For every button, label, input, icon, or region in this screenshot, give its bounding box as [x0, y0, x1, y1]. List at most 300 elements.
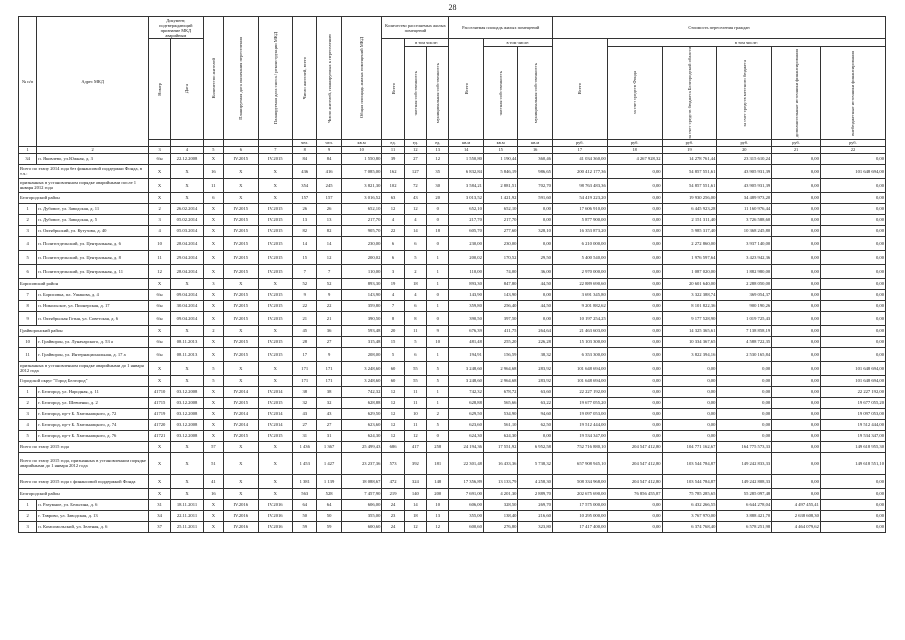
value-cell: 50	[317, 510, 341, 521]
value-cell: 41721	[148, 430, 170, 441]
value-cell: 390,50	[341, 311, 382, 325]
value-cell: 12	[148, 264, 170, 278]
value-cell: 34	[148, 510, 170, 521]
value-cell: 30	[427, 178, 449, 192]
value-cell: 10 334 367,65	[662, 336, 717, 347]
value-cell: 528	[317, 488, 341, 499]
value-cell: 11 160 976,44	[717, 203, 772, 214]
table-row	[19, 419, 886, 430]
value-cell: 628,88	[341, 397, 382, 408]
value-cell: 742,32	[341, 386, 382, 397]
value-cell: 202 675 690,00	[552, 488, 607, 499]
value-cell: 0,00	[607, 408, 662, 419]
column-number-cell: 15	[483, 146, 518, 153]
value-cell: 200,02	[449, 250, 484, 264]
value-cell: б/н	[148, 311, 170, 325]
value-cell: X	[224, 278, 259, 289]
value-cell: 657 908 945,10	[552, 452, 607, 474]
value-cell: 628,88	[449, 397, 484, 408]
value-cell: 57	[203, 441, 223, 452]
section-label: Всего по этапу 2015 года, признанных в установленном порядке аварийными до 1 января 2012 года	[19, 452, 149, 474]
value-cell: 19 512 444,00	[552, 419, 607, 430]
value-cell: 216,60	[518, 510, 553, 521]
value-cell: IV.2015	[258, 203, 293, 214]
value-cell: 5	[404, 250, 426, 264]
value-cell: 652,10	[449, 203, 484, 214]
value-cell: 5 400 540,00	[552, 250, 607, 264]
value-cell: X	[224, 452, 259, 474]
value-cell: 0,00	[772, 361, 821, 375]
value-cell: 0,00	[820, 178, 885, 192]
value-cell: 164 775 573,33	[717, 441, 772, 452]
value-cell: 0,00	[820, 214, 885, 225]
value-cell: X	[258, 192, 293, 203]
value-cell: 0,00	[518, 430, 553, 441]
row-number: 9	[19, 311, 37, 325]
value-cell: 29.04.2014	[171, 250, 203, 264]
value-cell: 28.04.2014	[171, 236, 203, 250]
value-cell: 5	[404, 336, 426, 347]
header-fund: за счет средств Фонда	[632, 71, 638, 115]
value-cell: 3 248,60	[341, 361, 382, 375]
value-cell: 26	[293, 203, 317, 214]
value-cell: 900 190,26	[717, 300, 772, 311]
value-cell: 359,80	[341, 300, 382, 311]
value-cell: 0,00	[717, 361, 772, 375]
value-cell: 7 691,00	[449, 488, 484, 499]
value-cell: 149 618 551,10	[820, 452, 885, 474]
value-cell: 7	[382, 300, 404, 311]
value-cell: 3	[382, 264, 404, 278]
value-cell: 11	[404, 325, 426, 336]
table-row	[19, 264, 886, 278]
value-cell: 0,00	[820, 474, 885, 488]
value-cell: 13	[293, 214, 317, 225]
value-cell: 360,46	[518, 153, 553, 164]
address-cell: г. Таврово, ул. Заводская, д. 13	[37, 510, 149, 521]
value-cell: 3	[203, 278, 223, 289]
value-cell: X	[258, 375, 293, 386]
value-cell: 12	[404, 203, 426, 214]
value-cell: 3 248,60	[449, 375, 484, 386]
value-cell: 64	[293, 499, 317, 510]
value-cell: 4 267 928,32	[607, 153, 662, 164]
value-cell: 1	[427, 264, 449, 278]
value-cell: 0,00	[772, 289, 821, 300]
value-cell: 94,60	[518, 408, 553, 419]
column-number-cell: 22	[820, 146, 885, 153]
value-cell: 0	[427, 203, 449, 214]
value-cell: 103 544 784,87	[662, 474, 717, 488]
value-cell: 0,00	[772, 397, 821, 408]
value-cell: 0,00	[607, 214, 662, 225]
value-cell: 204 547 412,80	[607, 452, 662, 474]
table-row	[19, 499, 886, 510]
value-cell: 0,00	[820, 203, 885, 214]
unit-cell: ед.	[382, 139, 404, 146]
value-cell: X	[224, 164, 259, 178]
value-cell: 0,00	[820, 336, 885, 347]
value-cell: 08.11.2013	[171, 347, 203, 361]
value-cell: 43	[317, 408, 341, 419]
header-plan-demolish: Планируемая дата сноса / реконструкции МКД	[272, 31, 278, 125]
value-cell: 27	[404, 153, 426, 164]
value-cell: 25 499,43	[341, 441, 382, 452]
value-cell: 72	[404, 178, 426, 192]
value-cell: 1 421,92	[483, 192, 518, 203]
value-cell: 15 103 300,00	[552, 336, 607, 347]
value-cell: 27	[317, 419, 341, 430]
value-cell: 0,00	[607, 375, 662, 386]
header-rooms-incl: в том числе:	[404, 39, 449, 47]
value-cell: IV.2015	[224, 430, 259, 441]
unit-cell: ед.	[404, 139, 426, 146]
value-cell: 171	[293, 361, 317, 375]
value-cell: 43	[293, 408, 317, 419]
value-cell: 605,70	[449, 225, 484, 236]
value-cell: 44,50	[518, 278, 553, 289]
value-cell: 2 970 000,00	[552, 264, 607, 278]
value-cell: 14	[293, 236, 317, 250]
unit-cell: чел.	[293, 139, 317, 146]
header-count-persons: Количество жителей	[210, 57, 216, 99]
value-cell: 38	[317, 386, 341, 397]
value-cell: 0,00	[607, 336, 662, 347]
column-number-cell: 2	[37, 146, 149, 153]
value-cell: 0,00	[607, 250, 662, 264]
value-cell: 0,00	[717, 397, 772, 408]
value-cell: 20	[427, 192, 449, 203]
value-cell: 18	[404, 510, 426, 521]
value-cell: 41 034 360,00	[552, 153, 607, 164]
row-number: 3	[19, 408, 37, 419]
value-cell: 6 445 923,28	[662, 203, 717, 214]
value-cell: 12	[382, 419, 404, 430]
value-cell: 5	[382, 347, 404, 361]
value-cell: 0,00	[717, 408, 772, 419]
value-cell: 9	[317, 289, 341, 300]
value-cell: 2 889,70	[518, 488, 553, 499]
value-cell: 26	[317, 203, 341, 214]
value-cell: 0,00	[607, 430, 662, 441]
value-cell: 143,90	[449, 289, 484, 300]
value-cell: 22 889 690,60	[552, 278, 607, 289]
value-cell: 3 767 970,00	[662, 510, 717, 521]
value-cell: IV.2015	[258, 430, 293, 441]
value-cell: 847,80	[483, 278, 518, 289]
value-cell: 19 534 347,00	[820, 430, 885, 441]
value-cell: X	[203, 347, 223, 361]
value-cell: X	[258, 488, 293, 499]
column-number-cell: 16	[518, 146, 553, 153]
value-cell: X	[203, 499, 223, 510]
value-cell: 593,48	[341, 325, 382, 336]
value-cell: 19 097 053,00	[820, 408, 885, 419]
value-cell: 4 464 079,62	[772, 521, 821, 532]
value-cell: 3 248,60	[449, 361, 484, 375]
value-cell: 0,00	[772, 419, 821, 430]
value-cell: 0,00	[772, 278, 821, 289]
value-cell: 28	[293, 336, 317, 347]
value-cell: 623,60	[341, 419, 382, 430]
value-cell: 2	[203, 325, 223, 336]
value-cell: IV.2015	[224, 300, 259, 311]
value-cell: 12	[382, 386, 404, 397]
value-cell: IV.2014	[224, 419, 259, 430]
value-cell: 76 856 455,87	[607, 488, 662, 499]
header-doc-number: Номер	[157, 82, 163, 96]
header-rooms-municipal: муниципальная собственность	[435, 62, 441, 123]
value-cell: X	[224, 375, 259, 386]
value-cell: 563	[293, 488, 317, 499]
value-cell: 3 726 588,60	[717, 214, 772, 225]
value-cell: 417	[404, 441, 426, 452]
value-cell: X	[203, 300, 223, 311]
value-cell: 0,00	[772, 474, 821, 488]
value-cell: 0,00	[820, 153, 885, 164]
value-cell: IV.2015	[224, 336, 259, 347]
value-cell: 6	[382, 250, 404, 264]
value-cell: 38	[293, 386, 317, 397]
value-cell: 0,00	[772, 164, 821, 178]
value-cell: 3 691 345,80	[552, 289, 607, 300]
value-cell: 10	[148, 236, 170, 250]
value-cell: 12	[382, 397, 404, 408]
value-cell: 534,90	[483, 408, 518, 419]
unit-cell	[203, 139, 223, 146]
value-cell: 05.03.2014	[171, 225, 203, 236]
value-cell: 24	[382, 499, 404, 510]
value-cell: IV.2016	[258, 510, 293, 521]
value-cell: 4 588 722,35	[717, 336, 772, 347]
value-cell: 411,75	[483, 325, 518, 336]
table-row	[19, 386, 886, 397]
value-cell: X	[224, 192, 259, 203]
table-row	[19, 214, 886, 225]
value-cell: 13	[317, 214, 341, 225]
value-cell: 54 419 223,20	[552, 192, 607, 203]
value-cell: 0,00	[518, 289, 553, 300]
value-cell: 217,70	[341, 214, 382, 225]
value-cell: 127	[404, 164, 426, 178]
value-cell: 0,00	[607, 264, 662, 278]
value-cell: 11	[203, 178, 223, 192]
value-cell: 0,00	[820, 499, 885, 510]
value-cell: IV.2015	[224, 225, 259, 236]
value-cell: 0	[427, 430, 449, 441]
value-cell: 0,00	[820, 488, 885, 499]
value-cell: 1 087 020,00	[662, 264, 717, 278]
value-cell: 41710	[148, 386, 170, 397]
value-cell: 7 138 858,19	[717, 325, 772, 336]
value-cell: 13 133,79	[483, 474, 518, 488]
value-cell: X	[148, 452, 170, 474]
value-cell: 15	[382, 336, 404, 347]
value-cell: 45	[293, 325, 317, 336]
value-cell: 2 530 165,84	[717, 347, 772, 361]
address-cell: п. Разумное, ул. Бельгина, д. 6	[37, 499, 149, 510]
value-cell: 54 857 551,61	[662, 164, 717, 178]
value-cell: 18.11.2011	[171, 499, 203, 510]
value-cell: 324	[404, 474, 426, 488]
value-cell: 9	[427, 325, 449, 336]
value-cell: 30.04.2014	[171, 300, 203, 311]
column-number-cell: 1	[19, 146, 37, 153]
value-cell: 101 648 694,00	[552, 361, 607, 375]
value-cell: 19 930 256,00	[662, 192, 717, 203]
value-cell: 82	[293, 225, 317, 236]
unit-cell: чел.	[317, 139, 341, 146]
value-cell: 0,00	[607, 192, 662, 203]
address-cell: п. Дубовое, ул. Заводская, д. 5	[37, 214, 149, 225]
value-cell: 328,10	[518, 225, 553, 236]
value-cell: 0,00	[772, 441, 821, 452]
value-cell: 1 550,80	[449, 153, 484, 164]
section-row	[19, 488, 886, 499]
value-cell: 1 976 597,64	[662, 250, 717, 264]
value-cell: 62,50	[518, 419, 553, 430]
value-cell: 19 677 055,20	[552, 397, 607, 408]
address-cell: г. Белгород, пр-т Б. Хмельницкого, д. 76	[37, 430, 149, 441]
unit-cell: руб.	[662, 139, 717, 146]
row-number: 7	[19, 289, 37, 300]
value-cell: 255,20	[483, 336, 518, 347]
value-cell: 29,50	[518, 250, 553, 264]
value-cell: 6 832,84	[449, 164, 484, 178]
value-cell: 4	[148, 225, 170, 236]
value-cell: 5 738,32	[518, 452, 553, 474]
value-cell: 6 644 278,04	[717, 499, 772, 510]
value-cell: 591,60	[518, 192, 553, 203]
value-cell: 156,59	[483, 347, 518, 361]
header-budget-local: за счет средств местного бюджета	[741, 59, 747, 127]
value-cell: 101 648 694,00	[820, 375, 885, 386]
value-cell: 0	[427, 311, 449, 325]
value-cell: 55 285 097,48	[717, 488, 772, 499]
resettlement-table	[18, 16, 886, 533]
value-cell: 986,65	[518, 164, 553, 178]
value-cell: б/н	[148, 336, 170, 347]
value-cell: 25.11.2011	[171, 521, 203, 532]
value-cell: б/н	[148, 347, 170, 361]
value-cell: 0,00	[772, 153, 821, 164]
section-row	[19, 361, 886, 375]
value-cell: 217,70	[483, 214, 518, 225]
section-label: Городской округ "Город Белгород"	[19, 375, 149, 386]
column-number-cell: 5	[203, 146, 223, 153]
value-cell: 6 210 000,00	[552, 236, 607, 250]
value-cell: 23	[382, 510, 404, 521]
value-cell: X	[148, 361, 170, 375]
value-cell: 0,00	[607, 347, 662, 361]
value-cell: 26.02.2014	[171, 203, 203, 214]
column-number-cell: 12	[404, 146, 426, 153]
value-cell: 573	[382, 452, 404, 474]
row-number: 1	[19, 499, 37, 510]
address-cell: г. Грайворон, ул. Интернациональная, д. 17 а	[37, 347, 149, 361]
value-cell: 2 151 311,40	[662, 214, 717, 225]
value-cell: 23 237,36	[341, 452, 382, 474]
value-cell: 0,00	[772, 430, 821, 441]
value-cell: 1 367	[317, 441, 341, 452]
unit-cell	[258, 139, 293, 146]
section-row	[19, 325, 886, 336]
value-cell: 258	[427, 441, 449, 452]
value-cell: 481,48	[449, 336, 484, 347]
header-rooms-all: Всего	[390, 83, 396, 95]
value-cell: 283,92	[518, 375, 553, 386]
value-cell: 36,00	[518, 264, 553, 278]
value-cell: 157	[293, 192, 317, 203]
value-cell: 0,00	[607, 386, 662, 397]
table-row	[19, 236, 886, 250]
value-cell: X	[203, 225, 223, 236]
column-number-cell: 10	[341, 146, 382, 153]
value-cell: X	[203, 203, 223, 214]
value-cell: X	[171, 474, 203, 488]
value-cell: 20 601 640,00	[662, 278, 717, 289]
value-cell: 22.12.2008	[171, 153, 203, 164]
value-cell: 6 353 300,00	[552, 347, 607, 361]
value-cell: 34 489 973,20	[717, 192, 772, 203]
value-cell: 84	[317, 153, 341, 164]
value-cell: 1	[427, 278, 449, 289]
value-cell: X	[203, 311, 223, 325]
value-cell: 0,00	[607, 499, 662, 510]
value-cell: 256,40	[483, 300, 518, 311]
value-cell: 5 846,19	[483, 164, 518, 178]
value-cell: 50	[293, 510, 317, 521]
value-cell: 5	[203, 361, 223, 375]
value-cell: 1	[427, 300, 449, 311]
value-cell: 0,00	[772, 214, 821, 225]
value-cell: X	[148, 474, 170, 488]
value-cell: 0,00	[662, 419, 717, 430]
value-cell: X	[224, 474, 259, 488]
column-number-cell: 18	[607, 146, 662, 153]
value-cell: X	[203, 397, 223, 408]
value-cell: 11	[404, 386, 426, 397]
value-cell: 0	[427, 214, 449, 225]
address-cell: п. Октябрьская Готня, ул. Советская, д. 6	[37, 311, 149, 325]
value-cell: 893,30	[341, 278, 382, 289]
value-cell: 0,00	[772, 225, 821, 236]
value-cell: 0,00	[717, 419, 772, 430]
value-cell: 629,50	[449, 408, 484, 419]
value-cell: 12	[317, 250, 341, 264]
value-cell: 143,90	[341, 289, 382, 300]
value-cell: 200	[427, 488, 449, 499]
value-cell: 55	[404, 361, 426, 375]
value-cell: 6	[404, 347, 426, 361]
value-cell: X	[203, 336, 223, 347]
value-cell: 4	[404, 289, 426, 300]
value-cell: 0,00	[662, 430, 717, 441]
row-number: 2	[19, 214, 37, 225]
value-cell: X	[224, 441, 259, 452]
value-cell: 742,32	[449, 386, 484, 397]
value-cell: 162	[382, 164, 404, 178]
value-cell: 204 547 412,80	[607, 474, 662, 488]
value-cell: 0,00	[607, 278, 662, 289]
value-cell: 102	[382, 178, 404, 192]
unit-cell: руб.	[552, 139, 607, 146]
value-cell: 561,10	[483, 419, 518, 430]
value-cell: 0,00	[607, 225, 662, 236]
value-cell: 208,00	[341, 347, 382, 361]
value-cell: X	[171, 452, 203, 474]
value-cell: 686	[382, 441, 404, 452]
